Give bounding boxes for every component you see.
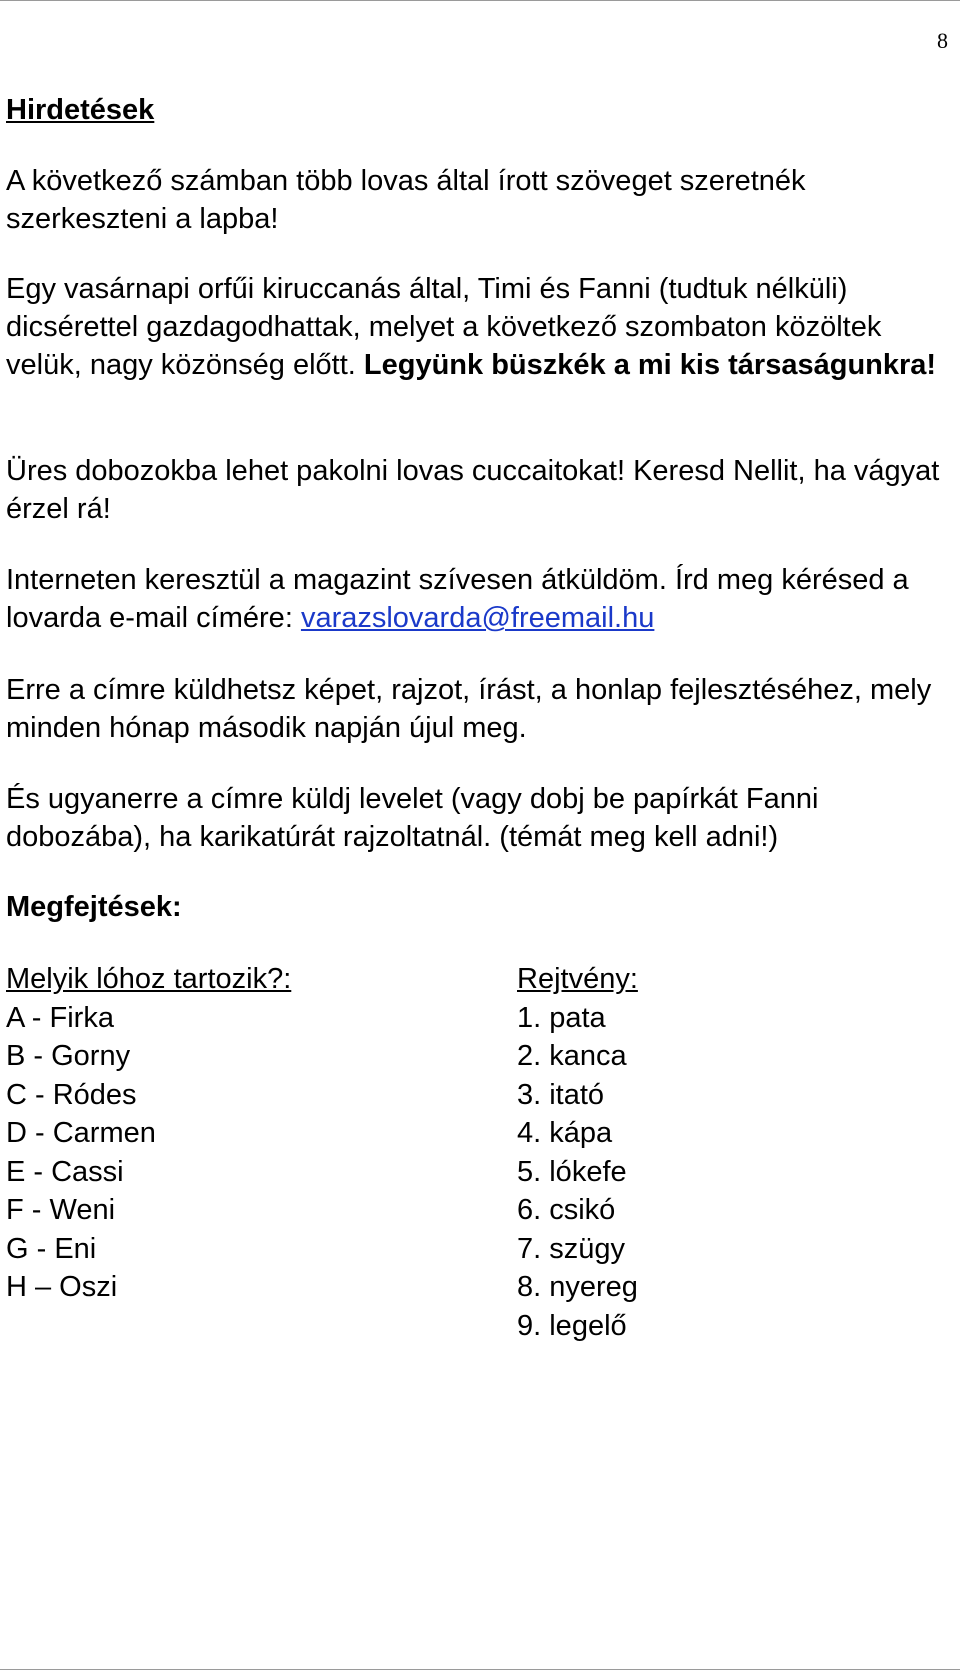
- ads-heading: Hirdetések: [6, 94, 155, 126]
- email-link[interactable]: varazslovarda@freemail.hu: [300, 602, 655, 634]
- solutions-heading: Megfejtések:: [6, 891, 182, 923]
- list-item: G - Eni: [6, 1232, 97, 1265]
- ads-paragraph-2-text: Egy vasárnapi orfűi kiruccanás által, Timi és Fanni (tudtuk nélküli) dicsérettel gazdagodhattak, melyet a következő szombaton közöltek velük, nagy közönség előtt.: [6, 273, 882, 381]
- list-item: E - Cassi: [6, 1155, 124, 1188]
- list-item: 6. csikó: [517, 1194, 616, 1226]
- ads-paragraph-2-bold: Legyünk büszkék a mi kis társaságunkra!: [363, 349, 937, 381]
- horse-list-title: Melyik lóhoz tartozik?:: [6, 963, 292, 995]
- list-item: 2. kanca: [517, 1040, 627, 1072]
- list-item: H – Oszi: [6, 1271, 118, 1303]
- ads-paragraph-4-text: Interneten keresztül a magazint szívesen átküldöm. Írd meg kérésed a lovarda e-mail címére:: [6, 564, 909, 634]
- top-rule: [0, 0, 960, 1]
- list-item: 4. kápa: [517, 1117, 613, 1149]
- list-item: F - Weni: [6, 1194, 116, 1226]
- ads-paragraph-2: [6, 270, 946, 384]
- list-item: 9. legelő: [517, 1309, 627, 1342]
- ads-paragraph-6: És ugyanerre a címre küldj levelet (vagy dobj be papírkát Fanni dobozába), ha karikatúrát rajzoltatnál. (témát meg kell adni!): [6, 783, 819, 853]
- ads-paragraph-4: [6, 561, 946, 637]
- list-item: 3. itató: [517, 1078, 605, 1111]
- puzzle-list-title: Rejtvény:: [517, 963, 638, 995]
- bottom-rule: [0, 1669, 960, 1670]
- list-item: A - Firka: [6, 1001, 114, 1034]
- list-item: 5. lókefe: [517, 1155, 627, 1188]
- page-number: 8: [937, 28, 948, 53]
- list-item: 7. szügy: [517, 1232, 625, 1265]
- horse-list: [6, 960, 291, 1307]
- puzzle-list: [517, 960, 638, 1345]
- list-item: C - Ródes: [6, 1078, 137, 1111]
- ads-paragraph-5: Erre a címre küldhetsz képet, rajzot, írást, a honlap fejlesztéséhez, mely minden hónap második napján újul meg.: [6, 674, 932, 744]
- ads-paragraph-3: Üres dobozokba lehet pakolni lovas cuccaitokat! Keresd Nellit, ha vágyat érzel rá!: [6, 455, 940, 525]
- ads-paragraph-1: A következő számban több lovas által írott szöveget szeretnék szerkeszteni a lapba!: [6, 165, 806, 235]
- list-item: B - Gorny: [6, 1040, 131, 1072]
- list-item: 8. nyereg: [517, 1271, 638, 1303]
- list-item: D - Carmen: [6, 1117, 156, 1149]
- list-item: 1. pata: [517, 1001, 606, 1034]
